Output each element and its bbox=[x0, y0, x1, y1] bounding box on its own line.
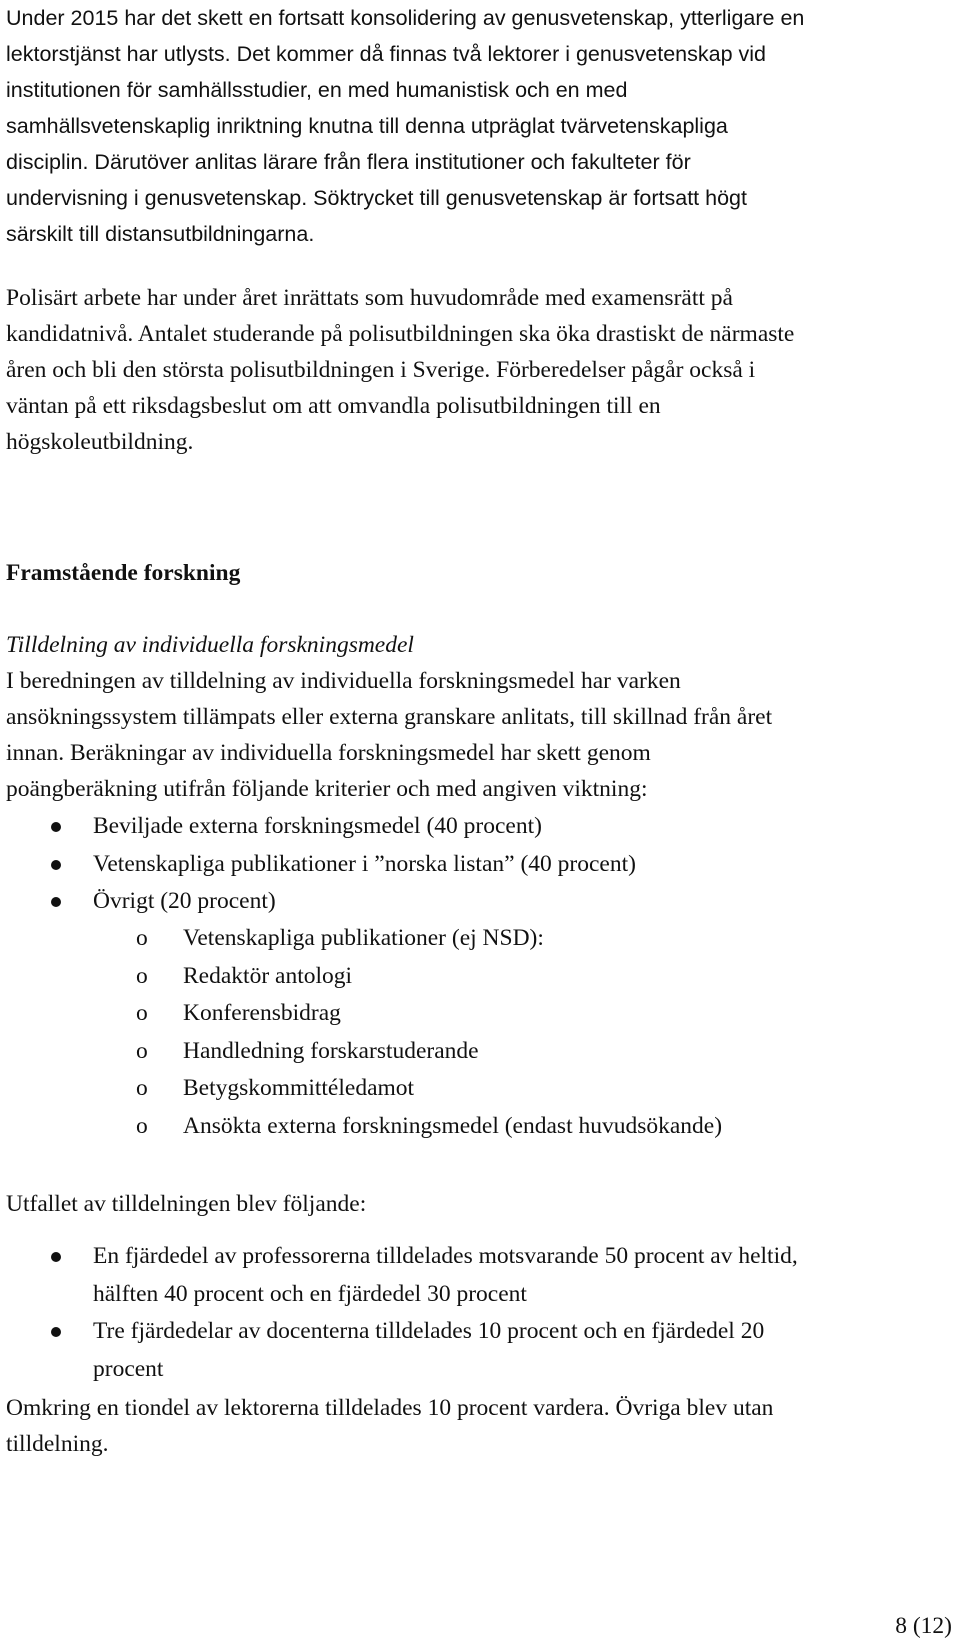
list-item bbox=[136, 920, 722, 958]
circle-bullet-icon: o bbox=[136, 962, 148, 989]
text-line: Omkring en tiondel av lektorerna tilldelades 10 procent vardera. Övriga blev utan bbox=[6, 1395, 774, 1421]
outcome-intro bbox=[6, 1186, 946, 1222]
list-item-text: Ansökta externa forskningsmedel (endast huvudsökande) bbox=[183, 1112, 723, 1139]
paragraph-polisart-arbete bbox=[6, 280, 946, 460]
outcome-list bbox=[93, 1238, 798, 1388]
text-line: I beredningen av tilldelning av individuella forskningsmedel har varken bbox=[6, 668, 681, 694]
circle-bullet-icon: o bbox=[136, 1037, 148, 1064]
list-item bbox=[93, 1238, 798, 1313]
list-item bbox=[136, 995, 722, 1033]
bullet-icon bbox=[51, 860, 61, 870]
circle-bullet-icon: o bbox=[136, 1075, 148, 1101]
bullet-icon bbox=[51, 1327, 61, 1337]
list-item-text: Konferensbidrag bbox=[183, 1000, 341, 1026]
list-item-text: procent bbox=[93, 1355, 164, 1382]
section-subheading: Tilldelning av individuella forskningsmedel bbox=[6, 632, 414, 658]
text-line: kandidatnivå. Antalet studerande på polisutbildningen ska öka drastiskt de närmaste bbox=[6, 321, 795, 347]
list-item-text: En fjärdedel av professorerna tilldelades motsvarande 50 procent av heltid, bbox=[93, 1243, 798, 1269]
text-line: åren och bli den största polisutbildningen i Sverige. Förberedelser pågår också i bbox=[6, 357, 756, 383]
bullet-icon bbox=[51, 1252, 61, 1262]
criteria-list bbox=[93, 808, 636, 921]
list-item bbox=[93, 1313, 798, 1388]
list-item-text: Beviljade externa forskningsmedel (40 procent) bbox=[93, 813, 542, 839]
list-item-text: Vetenskapliga publikationer (ej NSD): bbox=[183, 925, 544, 951]
bullet-icon bbox=[51, 897, 61, 907]
text-line: innan. Beräkningar av individuella forskningsmedel har skett genom bbox=[6, 740, 651, 766]
list-item bbox=[93, 808, 636, 846]
text-line: ansökningssystem tillämpats eller externa granskare anlitats, till skillnad från året bbox=[6, 704, 773, 730]
text-line: särskilt till distansutbildningarna. bbox=[6, 222, 315, 246]
text-line: institutionen för samhällsstudier, en med humanistisk och en med bbox=[6, 78, 628, 102]
text-line: väntan på ett riksdagsbeslut om att omvandla polisutbildningen till en bbox=[6, 393, 661, 419]
bullet-icon bbox=[51, 822, 61, 832]
circle-bullet-icon: o bbox=[136, 1000, 148, 1026]
list-item bbox=[136, 1033, 722, 1071]
list-item bbox=[93, 846, 636, 884]
list-item bbox=[136, 1070, 722, 1108]
circle-bullet-icon: o bbox=[136, 925, 148, 951]
list-item-text: Handledning forskarstuderande bbox=[183, 1037, 479, 1064]
list-item-text: Vetenskapliga publikationer i ”norska listan” (40 procent) bbox=[93, 850, 636, 877]
list-item-text: Redaktör antologi bbox=[183, 962, 353, 989]
page-number: 8 (12) bbox=[895, 1613, 952, 1639]
list-item bbox=[93, 883, 636, 921]
text-line: Polisärt arbete har under året inrättats som huvudområde med examensrätt på bbox=[6, 285, 733, 311]
text-line: Under 2015 har det skett en fortsatt konsolidering av genusvetenskap, ytterligare en bbox=[6, 6, 805, 30]
text-line: högskoleutbildning. bbox=[6, 429, 194, 455]
list-item-text: Betygskommittéledamot bbox=[183, 1075, 415, 1101]
text-line: lektorstjänst har utlysts. Det kommer då finnas två lektorer i genusvetenskap vid bbox=[6, 42, 767, 66]
other-items-sublist bbox=[136, 920, 723, 1145]
text-line: Utfallet av tilldelningen blev följande: bbox=[6, 1191, 367, 1217]
list-item bbox=[136, 1108, 723, 1146]
text-line: tilldelning. bbox=[6, 1431, 109, 1457]
section-heading: Framstående forskning bbox=[6, 560, 241, 586]
list-item-text: hälften 40 procent och en fjärdedel 30 procent bbox=[93, 1280, 527, 1307]
paragraph-beredning bbox=[6, 663, 946, 807]
text-line: disciplin. Därutöver anlitas lärare från flera institutioner och fakulteter för bbox=[6, 150, 691, 174]
circle-bullet-icon: o bbox=[136, 1112, 148, 1139]
paragraph-genusvetenskap bbox=[6, 0, 946, 252]
list-item-text: Övrigt (20 procent) bbox=[93, 888, 276, 914]
text-line: samhällsvetenskaplig inriktning knutna till denna utpräglat tvärvetenskapliga bbox=[6, 114, 728, 138]
list-item bbox=[136, 958, 722, 996]
text-line: undervisning i genusvetenskap. Söktrycket till genusvetenskap är fortsatt högt bbox=[6, 186, 747, 210]
paragraph-lektorer bbox=[6, 1390, 946, 1462]
list-item-text: Tre fjärdedelar av docenterna tilldelades 10 procent och en fjärdedel 20 bbox=[93, 1318, 765, 1344]
text-line: poängberäkning utifrån följande kriterier och med angiven viktning: bbox=[6, 776, 648, 802]
